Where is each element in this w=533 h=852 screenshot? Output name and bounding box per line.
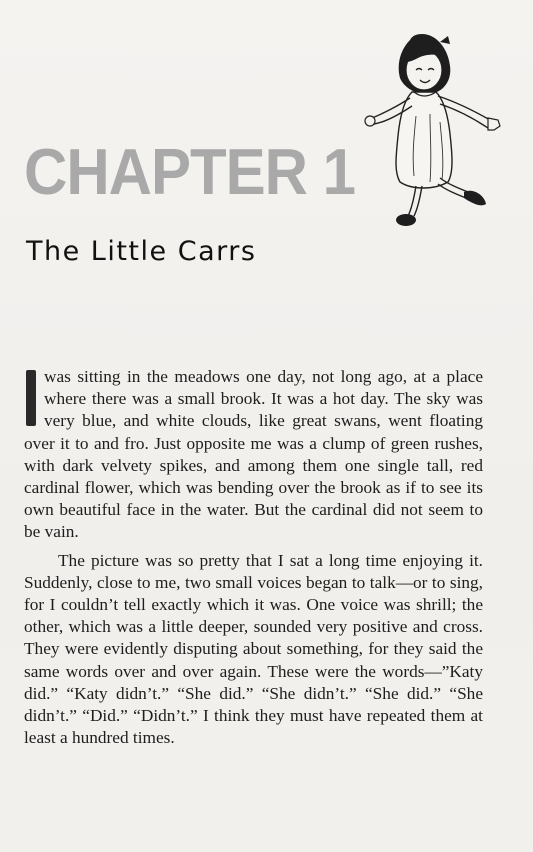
paragraph <box>24 366 483 544</box>
girl-running-illustration-icon <box>360 26 520 238</box>
drop-cap <box>26 370 36 426</box>
paragraph-text: was sitting in the meadows one day, not long ago, at a place where there was a small brook. It was a hot day. The sky was very blue, and white clouds, like great swans, went floating over it to and fro. Just opposite me was a clump of green rushes, with dark velvety spikes, and among them one single tall, red cardinal flower, which was bending over the brook as if to see its own beautiful face in the water. But the cardinal did not seem to be vain. <box>24 367 483 542</box>
body-text <box>24 366 483 749</box>
chapter-title: The Little Carrs <box>26 236 257 267</box>
chapter-heading: CHAPTER 1 <box>24 135 356 209</box>
paragraph: The picture was so pretty that I sat a long time enjoying it. Suddenly, close to me, two small voices began to talk—or to sing, for I couldn’t tell exactly which it was. One voice was shrill; the other, which was a little deeper, sounded very positive and cross. They were evidently disputing about something, for they said the same words over and over again. These were the words—”Katy did.” “Katy didn’t.” “She did.” “She didn’t.” “She did.” “She didn’t.” “Did.” “Didn’t.” I think they must have repeated them at least a hundred times. <box>24 550 483 748</box>
